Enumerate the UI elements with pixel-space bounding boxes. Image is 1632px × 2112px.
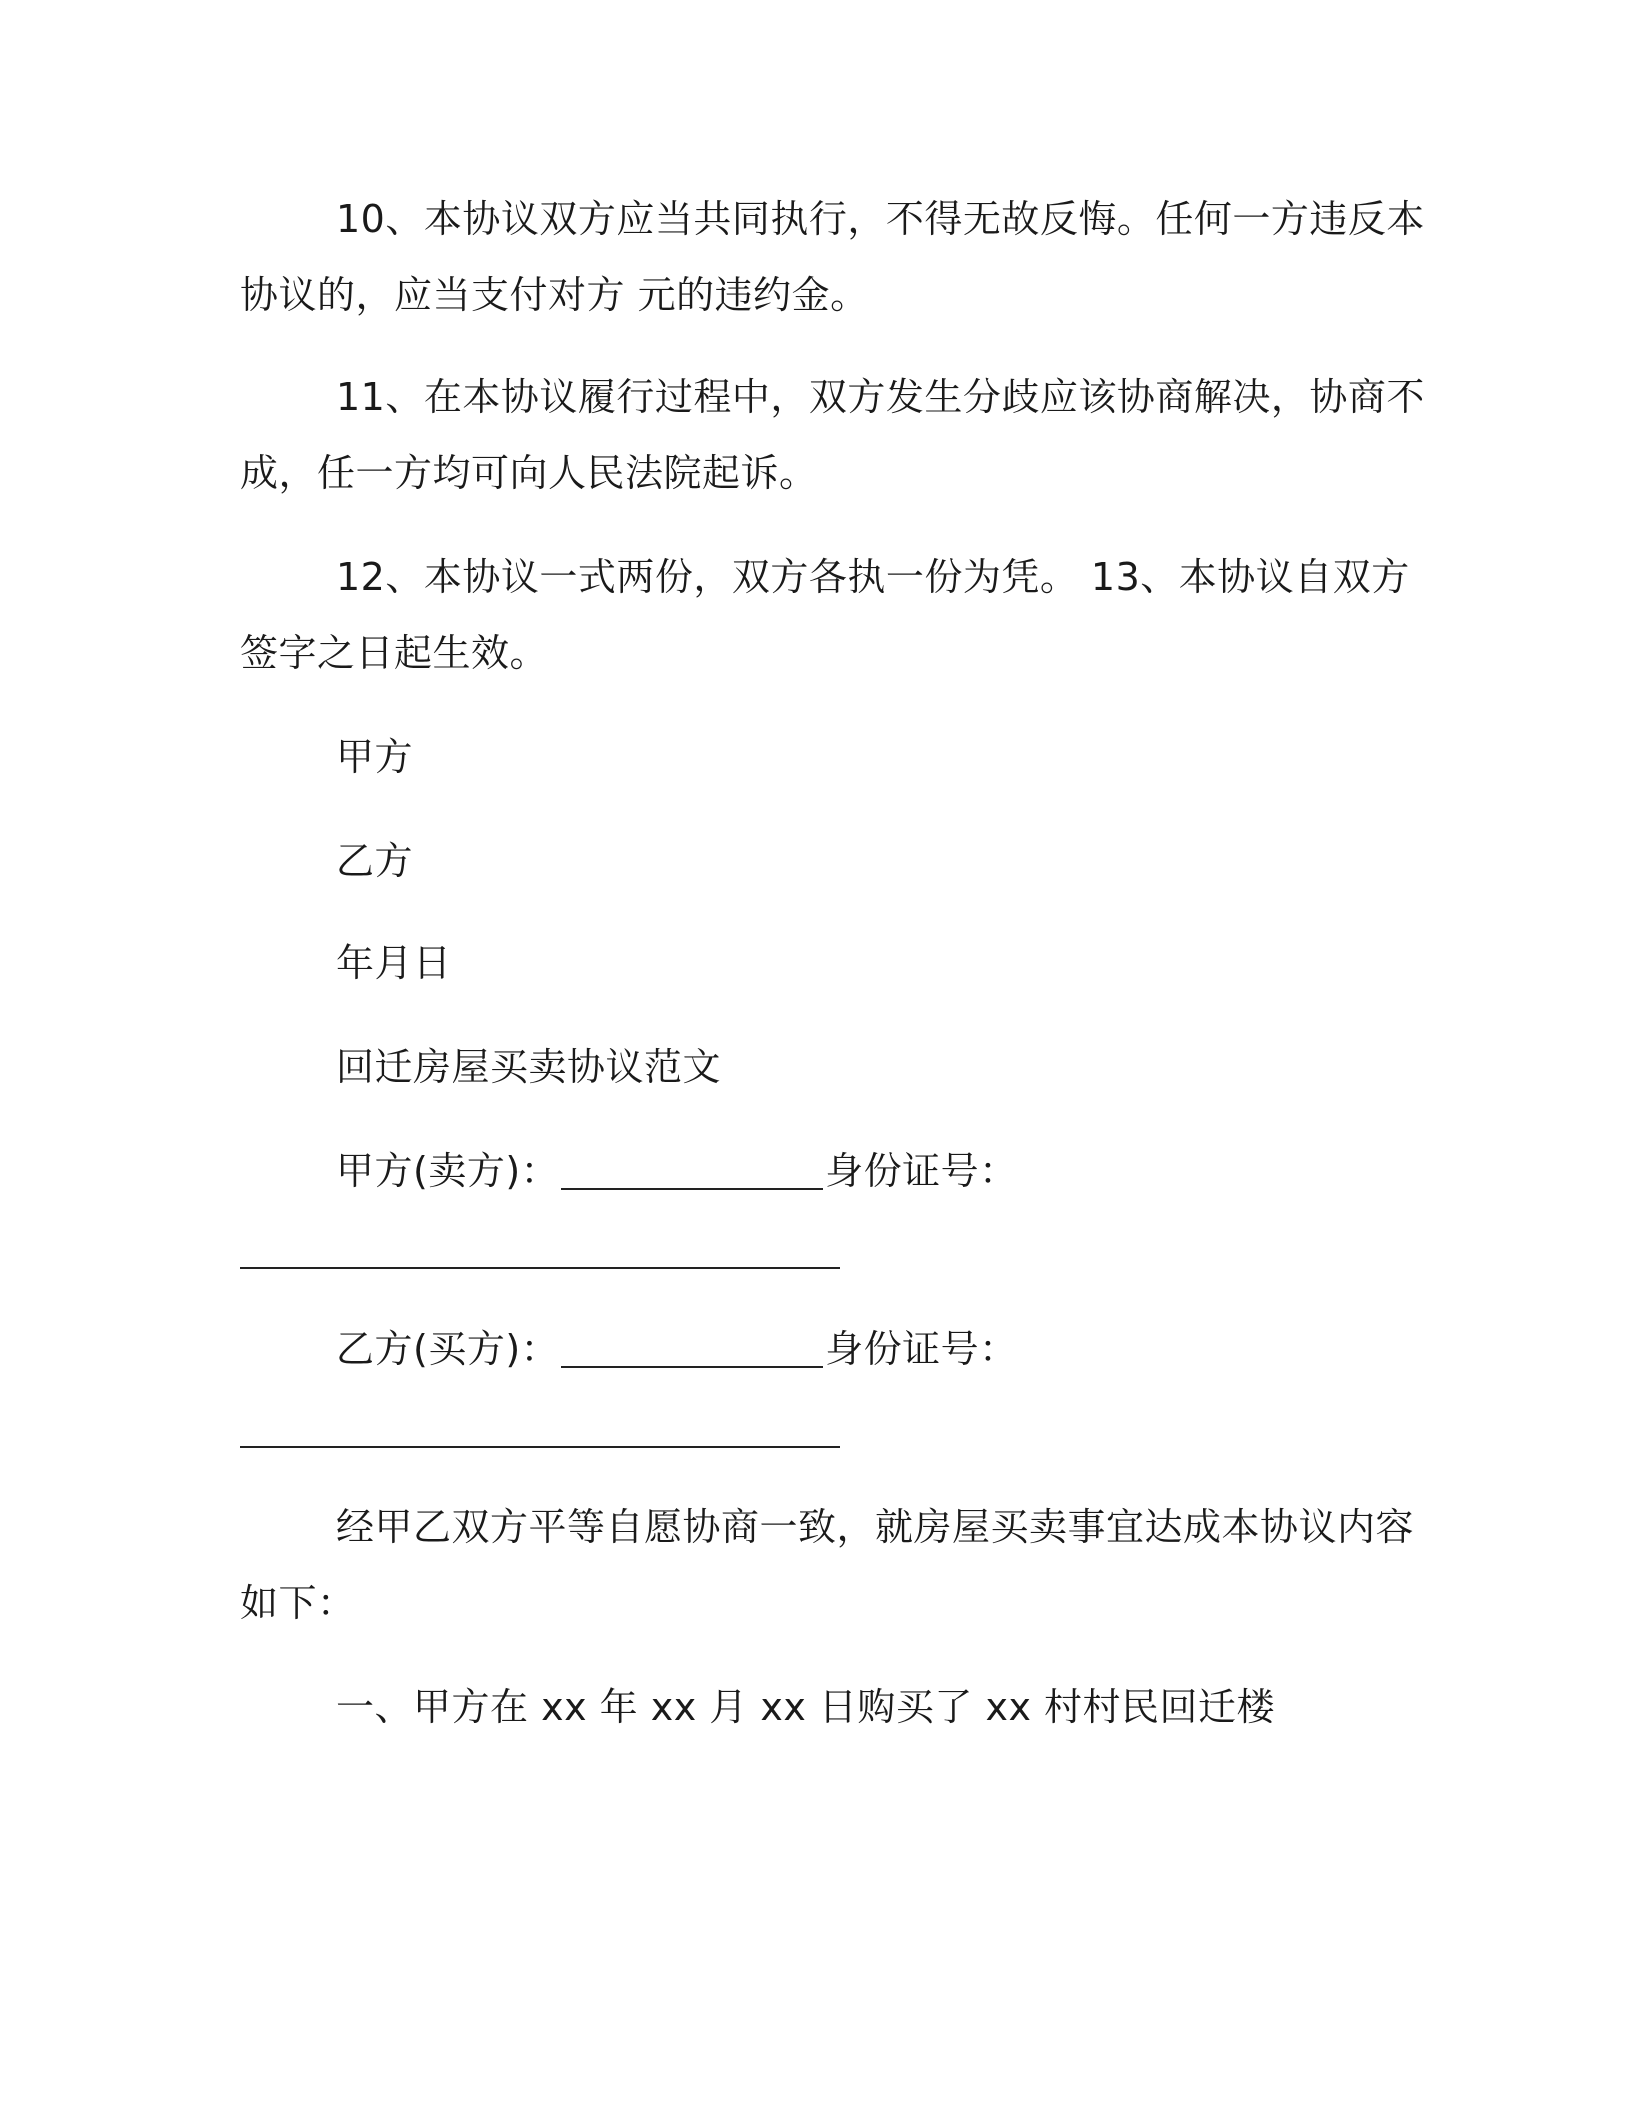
- seller-line: [336, 1148, 1018, 1194]
- intro-line-1: 经甲乙双方平等自愿协商一致，就房屋买卖事宜达成本协议内容: [336, 1505, 1415, 1549]
- section-title: 回迁房屋买卖协议范文: [336, 1045, 722, 1089]
- clause-10-line-2: 协议的，应当支付对方 元的违约金。: [240, 273, 869, 317]
- buyer-id-label: 身份证号：: [825, 1327, 1018, 1371]
- seller-id-blank: [240, 1267, 840, 1269]
- document-page: [240, 0, 1425, 2112]
- signature-party-a: 甲方: [336, 735, 414, 779]
- clause-11-line-1: 11、在本协议履行过程中，双方发生分歧应该协商解决，协商不: [336, 375, 1425, 419]
- seller-label: 甲方(卖方)：: [336, 1149, 560, 1193]
- seller-id-label: 身份证号：: [825, 1149, 1018, 1193]
- buyer-id-blank: [240, 1446, 840, 1448]
- buyer-line: [336, 1326, 1018, 1372]
- signature-party-b: 乙方: [336, 839, 414, 883]
- seller-name-blank: [561, 1188, 823, 1190]
- clause-1-line: 一、甲方在 xx 年 xx 月 xx 日购买了 xx 村村民回迁楼: [336, 1685, 1276, 1729]
- buyer-label: 乙方(买方)：: [336, 1327, 560, 1371]
- clause-11-line-2: 成，任一方均可向人民法院起诉。: [240, 451, 818, 495]
- clause-10-line-1: 10、本协议双方应当共同执行，不得无故反悔。任何一方违反本: [336, 197, 1425, 241]
- clause-12-line-2: 签字之日起生效。: [240, 631, 549, 675]
- intro-line-2: 如下：: [240, 1581, 356, 1625]
- clause-12-line-1: 12、本协议一式两份，双方各执一份为凭。 13、本协议自双方: [336, 555, 1410, 599]
- buyer-name-blank: [561, 1366, 823, 1368]
- signature-date: 年月日: [336, 941, 452, 985]
